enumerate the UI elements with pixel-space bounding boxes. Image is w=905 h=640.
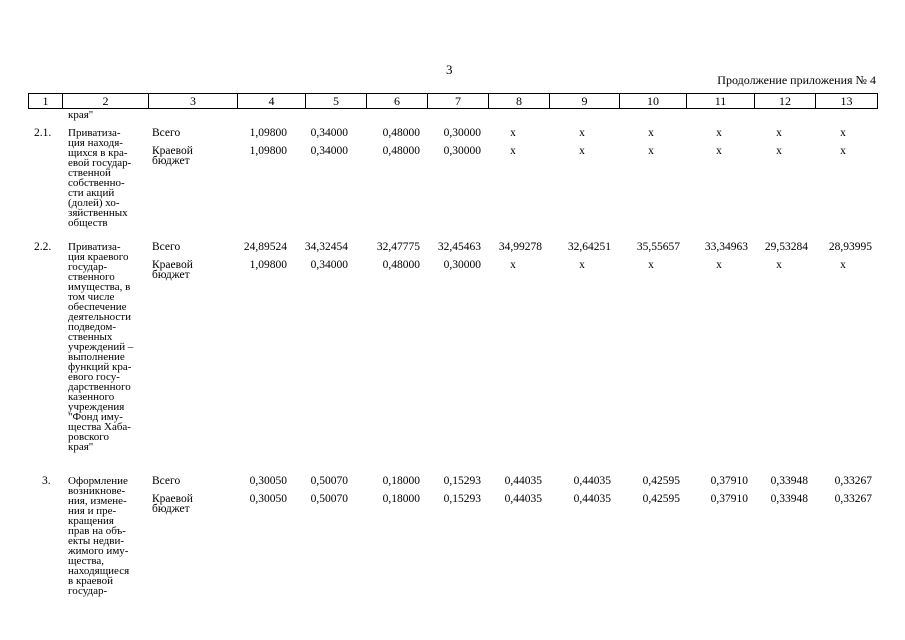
funding-source: Краевой бюджет — [152, 493, 193, 515]
cell-value: х — [776, 259, 782, 271]
cell-value: х — [579, 259, 585, 271]
column-header: 4 — [238, 94, 306, 109]
row-description: Приватиза- ция краевого государ- ственного имущества, в том числе обеспечение деятельности подведом- ственных учреждений – выполнение функций кра- евого госу- дарственного казенного учреждения "Фонд иму- щества Хаба- ровского края" — [68, 241, 134, 453]
cell-value: х — [716, 145, 722, 157]
column-header: 10 — [620, 94, 687, 109]
cell-value: 0,48000 — [382, 145, 420, 157]
row-number: 3. — [42, 475, 51, 487]
cell-value: х — [579, 127, 585, 139]
cell-value: х — [510, 145, 516, 157]
cell-value: 0,33948 — [770, 493, 808, 505]
cell-value: 0,18000 — [382, 493, 420, 505]
cell-value: 0,50070 — [310, 493, 348, 505]
column-header: 5 — [306, 94, 367, 109]
cell-value: 0,44035 — [573, 475, 611, 487]
continuation-label: Продолжение приложения № 4 — [717, 73, 876, 87]
cell-value: 0,18000 — [382, 475, 420, 487]
cell-value: х — [648, 259, 654, 271]
cell-value: 24,89524 — [243, 241, 287, 253]
cell-value: 34,32454 — [304, 241, 348, 253]
cell-value: 0,33948 — [770, 475, 808, 487]
cell-value: 0,34000 — [310, 259, 348, 271]
row-description: Приватиза- ция находя- щихся в кра- евой государ- ственной собственно- сти акций (долей) хо- зяйственных обществ — [68, 127, 132, 229]
cell-value: 0,30050 — [249, 475, 287, 487]
column-header: 7 — [428, 94, 489, 109]
cell-value: 35,55657 — [636, 241, 680, 253]
cell-value: 0,30050 — [249, 493, 287, 505]
cell-value: х — [840, 127, 846, 139]
cell-value: 32,45463 — [437, 241, 481, 253]
cell-value: 0,30000 — [443, 145, 481, 157]
cell-value: х — [716, 127, 722, 139]
cell-value: х — [648, 127, 654, 139]
cell-value: х — [776, 145, 782, 157]
cell-value: х — [716, 259, 722, 271]
cell-value: 0,37910 — [710, 475, 748, 487]
cell-value: 34,99278 — [498, 241, 542, 253]
funding-source: Всего — [152, 475, 181, 487]
cell-value: 0,30000 — [443, 259, 481, 271]
column-header: 6 — [367, 94, 428, 109]
cell-value: 0,48000 — [382, 259, 420, 271]
column-header: 3 — [149, 94, 238, 109]
cell-value: 0,33267 — [834, 493, 872, 505]
cell-value: 33,34963 — [704, 241, 748, 253]
cell-value: 0,44035 — [504, 493, 542, 505]
cell-value: х — [840, 259, 846, 271]
funding-source: Краевой бюджет — [152, 259, 193, 281]
funding-source: Всего — [152, 127, 181, 139]
cell-value: 0,33267 — [834, 475, 872, 487]
row-number: 2.1. — [34, 127, 52, 139]
column-header: 13 — [816, 94, 878, 109]
column-header: 9 — [550, 94, 620, 109]
funding-source: Всего — [152, 241, 181, 253]
column-header: 2 — [63, 94, 149, 109]
cell-value: 1,09800 — [249, 127, 287, 139]
previous-row-fragment: края" — [68, 109, 94, 121]
cell-value: 0,48000 — [382, 127, 420, 139]
cell-value: 1,09800 — [249, 145, 287, 157]
cell-value: 1,09800 — [249, 259, 287, 271]
cell-value: 0,15293 — [443, 475, 481, 487]
cell-value: 0,34000 — [310, 145, 348, 157]
cell-value: х — [840, 145, 846, 157]
row-description: Оформление возникнове- ния, измене- ния и пре- кращения прав на объ- екты недви- жимого иму- щества, находящиеся в краевой государ- — [68, 475, 130, 597]
cell-value: х — [776, 127, 782, 139]
cell-value: х — [510, 127, 516, 139]
cell-value: 0,15293 — [443, 493, 481, 505]
column-header: 1 — [29, 94, 63, 109]
cell-value: 0,44035 — [504, 475, 542, 487]
row-number: 2.2. — [34, 241, 52, 253]
column-header: 12 — [755, 94, 816, 109]
cell-value: 0,42595 — [642, 493, 680, 505]
cell-value: 28,93995 — [828, 241, 872, 253]
cell-value: 0,34000 — [310, 127, 348, 139]
cell-value: 0,42595 — [642, 475, 680, 487]
cell-value: 32,47775 — [376, 241, 420, 253]
column-header: 8 — [489, 94, 550, 109]
cell-value: х — [579, 145, 585, 157]
page-number: 3 — [446, 62, 453, 77]
column-header-row — [28, 93, 878, 109]
cell-value: 29,53284 — [764, 241, 808, 253]
column-header: 11 — [687, 94, 755, 109]
funding-source: Краевой бюджет — [152, 145, 193, 167]
cell-value: 0,37910 — [710, 493, 748, 505]
cell-value: 0,44035 — [573, 493, 611, 505]
cell-value: 32,64251 — [567, 241, 611, 253]
cell-value: х — [510, 259, 516, 271]
cell-value: 0,30000 — [443, 127, 481, 139]
cell-value: 0,50070 — [310, 475, 348, 487]
cell-value: х — [648, 145, 654, 157]
